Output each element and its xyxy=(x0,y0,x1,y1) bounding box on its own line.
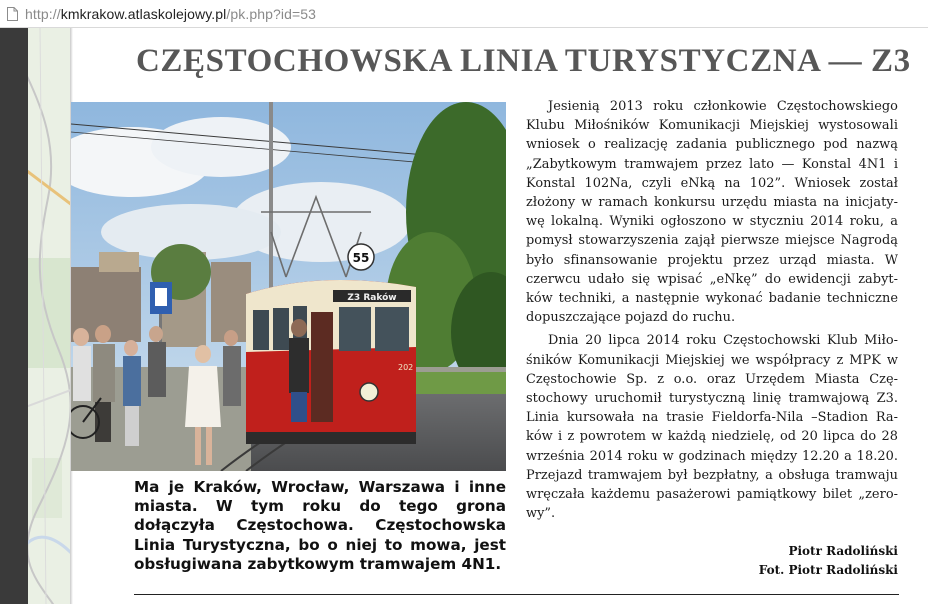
tram-destination-sign: Z3 Raków xyxy=(347,293,397,303)
tram-number: 202 xyxy=(398,363,414,372)
page-icon xyxy=(7,7,18,21)
article-title: CZĘSTOCHOWSKA LINIA TURYSTYCZNA — Z3 xyxy=(136,43,911,79)
paragraph: Dnia 20 lipca 2014 roku Częstochowski Klub Miłośników Komunikacji Miejskiej we współpracy z MPK w Częstochowie Sp. z o.o. oraz Urzędem Miasta Częstochowy uruchomił turystyczną linię tramwajową Z3. Linia kursowała na trasie Fieldorfa-Nila –Stadion Raków i z powrotem w każdą niedzielę, od 20 lipca do 28 września 2014 roku w godzinach między 12.20 a 18.20. Przejazd tramwajem był bezpłatny, a obsługa tramwaju wręczała każdemu pasażerowi pamiątkowy bilet „zerowy”. xyxy=(526,333,898,522)
url-scheme: http:// xyxy=(25,5,61,22)
tram-photo xyxy=(71,102,506,471)
map-lines xyxy=(28,28,70,604)
paragraph: Jesienią 2013 roku członkowie Częstochowskiego Klubu Miłośników Komunikacji Miejskiej wystosowali wniosek o realizację zadania publicznego pod nazwą „Zabytkowym tramwajem przez lato — Konstal 4N1 i Konstal 102Na, czyli eNką na 102”. Wniosek został złożony w ramach konkursu urzędu miasta na inicjatywę lokalną. Wyniki ogłoszono w styczniu 2014 roku, a pomysł stowarzyszenia zajął pierwsze miejsce Nagrodą było sfinansowanie projektu przez urząd miasta. W czerwcu udało się wpisać „eNkę” do ewidencji zabytków techniki, a następnie wykonać badanie techniczne dopuszczające pojazd do ruchu. xyxy=(526,99,898,326)
url-text[interactable] xyxy=(25,6,316,22)
article-body xyxy=(526,97,898,527)
tram-route-sign: 55 xyxy=(352,251,370,265)
bottom-rule xyxy=(134,594,899,595)
photo-caption: Ma je Kraków, Wrocław, Warszawa i inne miasta. W tym roku do tego grona dołączyła Częstochowa. Częstochowska Linia Turystyczna, bo o niej to mowa, jest obsługiwana zabytkowym tramwajem 4N1. xyxy=(134,478,506,573)
url-path: /pk.php?id=53 xyxy=(226,5,317,22)
photo-credit: Fot. Piotr Radoliński xyxy=(758,563,898,577)
background-map xyxy=(28,28,70,604)
tram-photo-illustration xyxy=(71,102,506,471)
left-gutter xyxy=(0,28,28,604)
author-name: Piotr Radoliński xyxy=(788,544,898,558)
address-bar[interactable] xyxy=(0,0,928,28)
url-host: kmkrakow.atlaskolejowy.pl xyxy=(60,5,227,22)
